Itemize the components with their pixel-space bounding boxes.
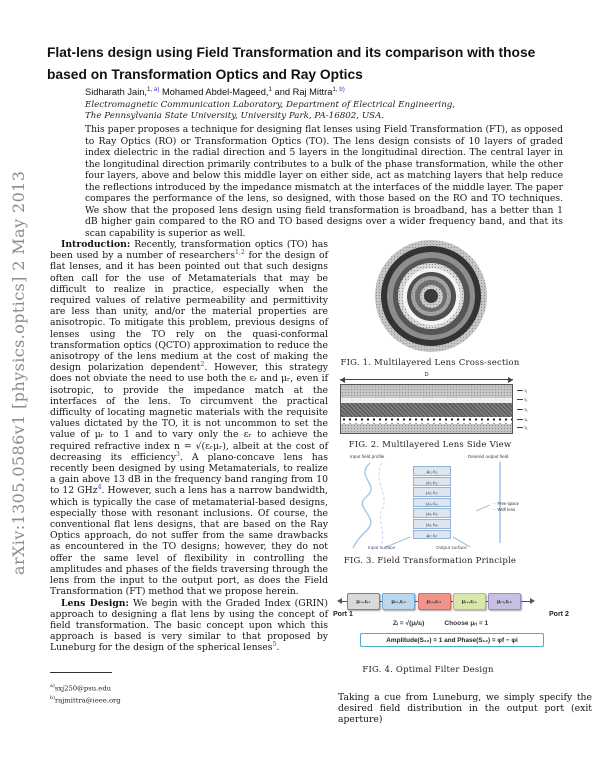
affiliation-line2: The Pennsylvania State University, University Park, PA-16802, USA. (85, 110, 385, 121)
filter-layer-box: μᵣ₂,εᵣ₂ (382, 593, 415, 610)
paragraph-lead: Introduction: (61, 239, 131, 250)
filter-layer-box: μᵣ₅,εᵣ₅ (488, 593, 521, 610)
citation-ref[interactable]: 4 (97, 484, 102, 492)
filter-layer-box: μᵣ₃,εᵣ₃ (418, 593, 451, 610)
figure-4-caption: FIG. 4. Optimal Filter Design (362, 665, 494, 675)
filter-layer-boxes (347, 593, 521, 610)
footnote-b-mark: b) (50, 695, 55, 701)
lens-layer (341, 424, 512, 433)
lens-layer (341, 417, 512, 424)
text-run: 1 (268, 85, 272, 93)
authors-line (85, 87, 565, 97)
citation-ref[interactable]: 3 (175, 450, 180, 458)
input-surface-label: Input surface (368, 545, 396, 550)
layer-parameter-cell: μᵣ₆ εᵣ₆ (413, 519, 451, 529)
citation-ref[interactable]: a) (153, 85, 160, 93)
fig3-legend-line2: — With lens (492, 507, 519, 513)
text-run: Sidharath Jain, (85, 87, 148, 97)
paper-title (47, 42, 577, 85)
layer-thickness-label: t₅ (517, 423, 539, 432)
figure-1-caption: FIG. 1. Multilayered Lens Cross-section (340, 358, 520, 368)
paper-title-line2: based on Transformation Optics and Ray Optics (47, 66, 363, 82)
citation-ref[interactable]: 5 (272, 641, 277, 649)
lens-layer (341, 403, 512, 417)
figure-4-optimal-filter (333, 588, 583, 660)
figure-3-field-transformation (340, 453, 575, 553)
figure-2-lens-side-view (340, 374, 540, 436)
layer-parameter-cell: μᵣ₂ εᵣ₂ (413, 477, 451, 487)
lens-ring (424, 289, 438, 303)
citation-ref[interactable]: b) (339, 85, 345, 93)
text-run: Recently, transformation optics (TO) has been used by a number of researchers (50, 239, 328, 262)
layer-thickness-label: t₁ (517, 384, 539, 397)
layer-thickness-label: t₂ (517, 397, 539, 402)
layer-parameter-cell: μᵣ₃ εᵣ₃ (413, 487, 451, 497)
text-run: . However, this strategy does not obviate the need to use both the εᵣ and μᵣ, even if isotropic, to provide the impedance match at the interfaces of the lens. To circumvent the practical difficulty of locating magnetic materials with the requisite values dictated by the TO, it is not uncommon to set the value of μᵣ to 1 and to vary only the εᵣ to achieve the required refractive index n = √(εᵣμᵣ), albeit at the cost of decreasing its efficiency (50, 362, 328, 463)
s-parameter-condition: Amplitude(S₁₂) = 1 and Phase(S₁₂) = φf − φi (360, 633, 544, 647)
text-run: 1, (147, 85, 154, 93)
footnote-b (50, 694, 121, 706)
figure-2-caption: FIG. 2. Multilayered Lens Side View (348, 440, 512, 450)
affiliation-line1: Electromagnetic Communication Laboratory, Department of Electrical Engineering, (85, 100, 456, 110)
text-run: . (276, 642, 280, 654)
layer-thickness-label: t₃ (517, 402, 539, 416)
layer-parameter-cell: μᵣ₁ εᵣ₁ (413, 466, 451, 476)
filter-layer-box: μᵣ₁,εᵣ₁ (347, 593, 380, 610)
layer-parameter-stack (413, 466, 451, 540)
text-run: Mohamed Abdel-Mageed, (159, 87, 269, 97)
layer-parameter-cell: μᵣ₅ εᵣ₅ (413, 508, 451, 518)
input-field-label: Input field profile (350, 454, 385, 459)
left-column (50, 239, 328, 654)
text-run: We begin with the Graded Index (GRIN) approach to designing a flat lens by using the concept of field transformation. The basic concept upon which this approach is based is very similar to that proposed by Luneburg for the design of the spherical lenses (50, 597, 328, 654)
paragraph-introduction (50, 239, 328, 598)
abstract: This paper proposes a technique for designing flat lenses using Field Transformation (FT), as opposed to Ray Optics (RO) or Transformation Optics (TO). The lens design consists of 10 layers of graded index dielectric in the radial direction and 5 layers in the longitudinal direction. The central layer in the longitudinal direction primarily contributes to a bulk of the phase transformation, while the other four layers, above and below this middle layer on either side, act as matching layers that help reduce the reflections introduced by the impedance mismatch at the interfaces of the middle layer. The paper compares the performance of the lens, so designed, with those based on the RO and TO techniques. We show that the proposed lens design using field transformation is broadband, has a better than 1 dB higher gain compared to the RO and TO based designs over a wider frequency band, and that its scan capability is superior as well. (85, 124, 563, 239)
text-run: for the design of flat lenses, and it has been pointed out that such designs often call for the use of Metamaterials that may be difficult to realize in practice, especially when the required values of relative permeability and permittivity are less than unity, and/or the material properties are anisotropic. To mitigate this problem, previous designs of lenses using the TO rely on the quasi-conformal transformation optics (QCTO) approximation to reduce the anisotropy of the lens medium at the cost of making the design polarization dependent (50, 250, 329, 374)
footnote-a (50, 682, 121, 694)
filter-layer-box: μᵣ₄,εᵣ₄ (453, 593, 486, 610)
paragraph-lead: Lens Design: (61, 597, 129, 609)
output-surface-label: Output surface (436, 545, 467, 550)
layer-parameter-cell: μᵣ₄ εᵣ₄ (413, 498, 451, 508)
field-profile-sketch (340, 453, 575, 553)
layer-labels (517, 384, 539, 432)
port2-label: Port 2 (549, 611, 569, 618)
paper-title-line1: Flat-lens design using Field Transformation and its comparison with those (47, 45, 536, 60)
port1-label: Port 1 (333, 611, 353, 618)
email-link-a[interactable]: sxj250@psu.edu (54, 684, 112, 693)
footnote-a-mark: a) (50, 684, 55, 689)
choose-mu-formula: Choose μᵣᵢ = 1 (444, 620, 489, 627)
fig4-formulas (393, 620, 488, 627)
lens-layer (341, 385, 512, 398)
figure-3-caption: FIG. 3. Field Transformation Principle (343, 556, 517, 566)
footnote-rule (50, 672, 112, 673)
citation-ref[interactable]: 1,2 (234, 249, 245, 257)
arxiv-banner: arXiv:1305.0586v1 [physics.optics] 2 May 2013 (9, 170, 28, 575)
affiliation (85, 100, 565, 121)
layer-stack (340, 384, 513, 434)
figure-1-lens-cross-section (375, 240, 487, 352)
impedance-formula: Zᵢ = √(μᵢ/εᵢ) (393, 620, 425, 627)
output-field-label: Desired output field (468, 454, 509, 459)
layer-parameter-cell: μᵣ₇ εᵣ₇ (413, 530, 451, 540)
text-run: and Raj Mittra (271, 87, 333, 97)
citation-ref[interactable]: 2 (200, 361, 205, 369)
footnotes (50, 682, 121, 705)
fig3-legend (492, 501, 519, 512)
paragraph-lens-design (50, 598, 328, 654)
diameter-dimension-line (340, 372, 513, 380)
text-run: . However, such a lens has a narrow bandwidth, which is typically the case of metamaterial-based designs, especially those with resonant inclusions. Of course, the conventional flat lens designs, that are based on the Ray Optics approach, do not suffer from the same drawbacks as encountered in the TO designs; however, they do not offer the same level of flexibility in controlling the amplitudes and phases of the fields traversing through the lens from the input to the output port, as does the Field Transformation (FT) method that we propose herein. (50, 485, 328, 598)
layer-thickness-label: t₄ (517, 416, 539, 423)
text-run: . A plano-concave lens has recently been designed by using Metamaterials, to realize a gain above 13 dB in the frequency band ranging from 10 to 12 GHz (50, 451, 329, 497)
email-link-b[interactable]: rajmittra@ieee.org (54, 695, 121, 704)
text-run: 1, (332, 85, 340, 93)
diameter-label: D (421, 372, 431, 378)
right-column-text: Taking a cue from Luneburg, we simply specify the desired field distribution in the output port (exit aperture) (338, 692, 592, 726)
fig3-legend-line1: — Free space (492, 501, 519, 507)
